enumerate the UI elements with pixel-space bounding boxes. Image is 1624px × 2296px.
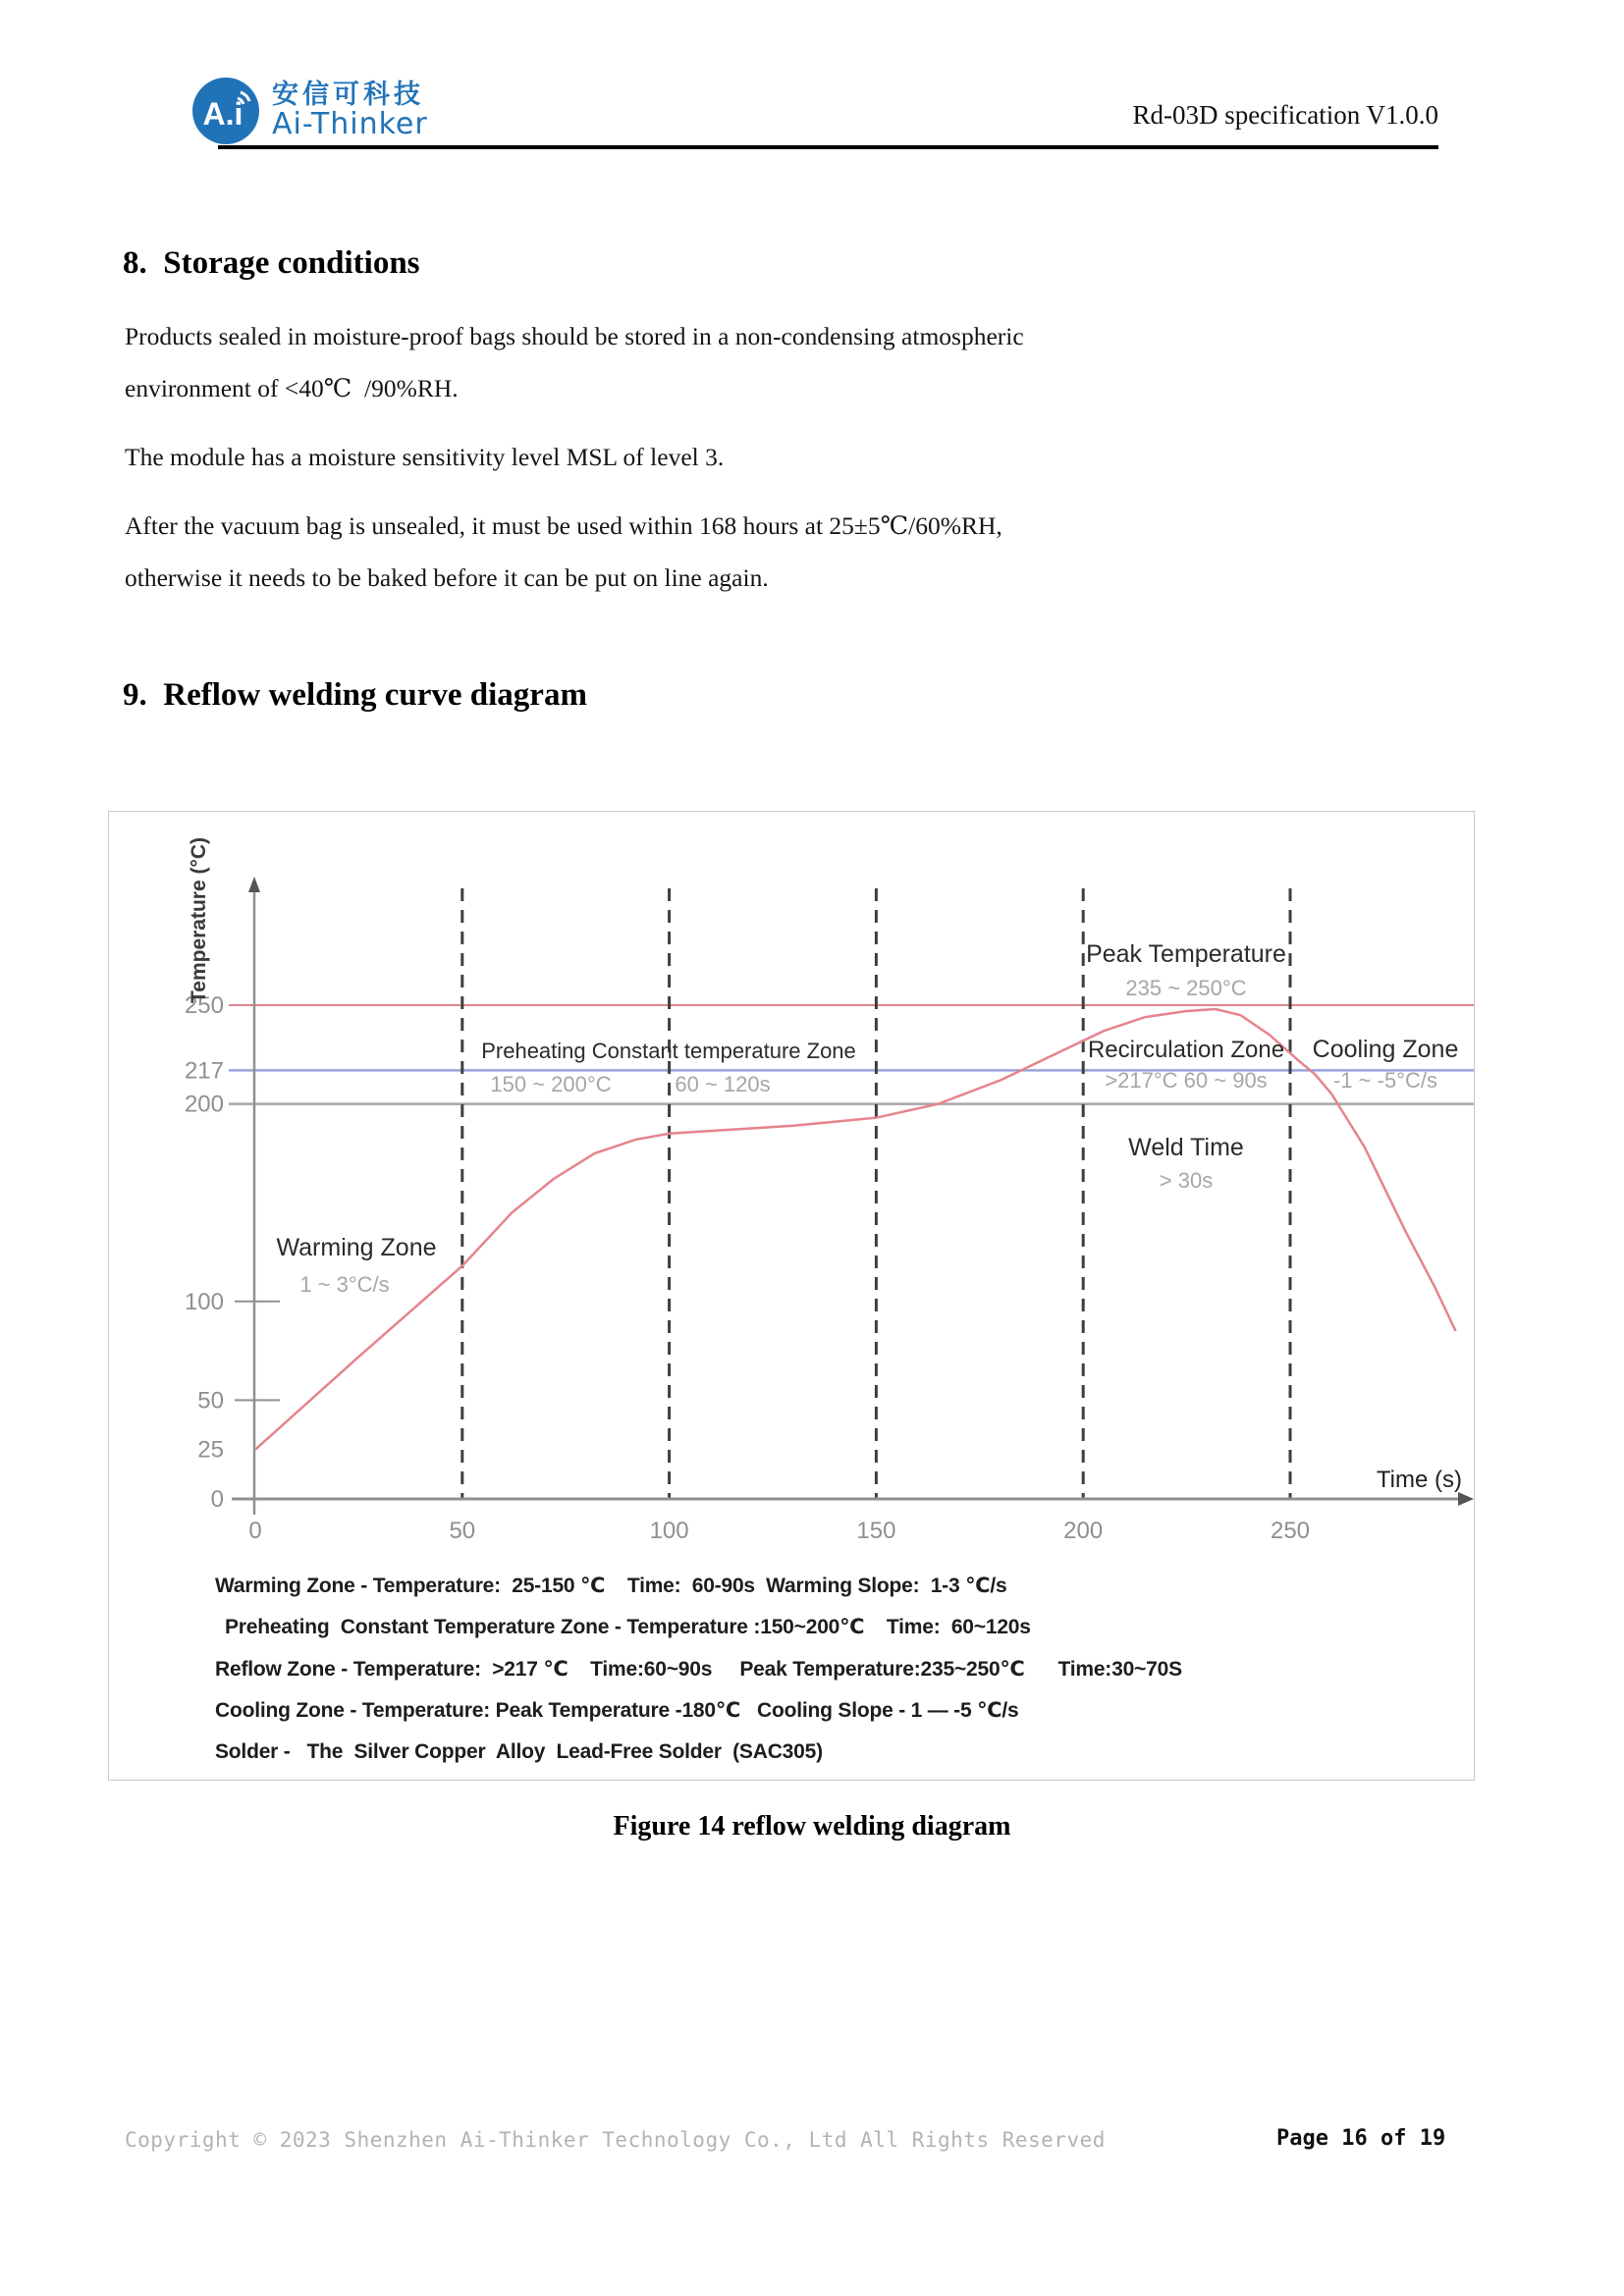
section-9-heading: 9. Reflow welding curve diagram	[123, 677, 587, 713]
ai-thinker-logo-icon	[191, 77, 260, 145]
y-axis-arrow-icon	[248, 877, 260, 892]
x-axis-title: Time (s)	[1376, 1467, 1462, 1493]
reflow-curve-figure	[108, 811, 1475, 1781]
x-axis-arrow-icon	[1458, 1492, 1474, 1506]
y-tick-label: 0	[210, 1486, 224, 1513]
peak-temperature-range: 235 ~ 250°C	[1125, 976, 1247, 1000]
section-8-heading: 8. Storage conditions	[123, 245, 420, 281]
legend-reflow-zone: Reflow Zone - Temperature: >217 ℃ Time:60~90s Peak Temperature:235~250℃ Time:30~70S	[215, 1658, 1182, 1681]
x-tick-label: 200	[1063, 1518, 1104, 1544]
recirculation-zone-label: Recirculation Zone	[1087, 1037, 1285, 1063]
y-tick-label: 25	[197, 1436, 224, 1464]
logo-company-cn: 安信可科技	[272, 80, 424, 111]
preheating-zone-time: 60 ~ 120s	[675, 1072, 771, 1096]
header-rule	[218, 145, 1438, 149]
x-tick-label: 250	[1270, 1518, 1311, 1544]
storage-paragraph-1-line-1: Products sealed in moisture-proof bags should be stored in a non-condensing atmospheric	[125, 322, 1024, 350]
x-tick-label: 0	[248, 1518, 262, 1544]
preheating-zone-temp: 150 ~ 200°C	[490, 1072, 612, 1096]
doc-title-version: Rd-03D specification V1.0.0	[1132, 100, 1438, 130]
legend-cooling-zone: Cooling Zone - Temperature: Peak Temperature -180℃ Cooling Slope - 1 — -5 ℃/s	[215, 1699, 1019, 1722]
brand-logo	[191, 77, 428, 145]
cooling-zone-rate: -1 ~ -5°C/s	[1333, 1068, 1437, 1093]
preheating-zone-label: Preheating Constant temperature Zone	[481, 1039, 856, 1063]
svg-text:A.i: A.i	[202, 96, 244, 132]
reflow-curve	[255, 1009, 1456, 1450]
y-tick-label: 200	[184, 1091, 224, 1118]
footer-copyright: Copyright © 2023 Shenzhen Ai-Thinker Technology Co., Ltd All Rights Reserved	[125, 2128, 1106, 2152]
weld-time-label: Weld Time	[1128, 1134, 1244, 1161]
logo-company-en: Ai-Thinker	[272, 107, 428, 142]
y-axis-title: Temperature (°C)	[188, 836, 210, 1003]
y-tick-label: 50	[197, 1387, 224, 1415]
peak-temperature-label: Peak Temperature	[1086, 940, 1286, 968]
warming-zone-rate: 1 ~ 3°C/s	[299, 1272, 390, 1297]
weld-time-value: > 30s	[1159, 1168, 1214, 1193]
x-tick-label: 50	[449, 1518, 476, 1544]
footer-page-number: Page 16 of 19	[1276, 2126, 1446, 2151]
y-tick-label: 100	[184, 1288, 224, 1315]
storage-paragraph-3-line-2: otherwise it needs to be baked before it can be put on line again.	[125, 563, 769, 592]
warming-zone-label: Warming Zone	[276, 1234, 437, 1261]
x-tick-label: 100	[649, 1518, 689, 1544]
storage-paragraph-3-line-1: After the vacuum bag is unsealed, it must be used within 168 hours at 25±5℃/60%RH,	[125, 511, 1002, 540]
figure-caption: Figure 14 reflow welding diagram	[613, 1811, 1011, 1842]
x-tick-label: 150	[856, 1518, 896, 1544]
storage-paragraph-1-line-2: environment of <40℃ /90%RH.	[125, 374, 459, 402]
legend-preheating-zone: Preheating Constant Temperature Zone - Temperature :150~200℃ Time: 60~120s	[225, 1616, 1031, 1638]
legend-warming-zone: Warming Zone - Temperature: 25-150 ℃ Time: 60-90s Warming Slope: 1-3 ℃/s	[215, 1575, 1007, 1597]
cooling-zone-label: Cooling Zone	[1312, 1036, 1459, 1063]
y-tick-label: 217	[184, 1057, 224, 1085]
storage-paragraph-2: The module has a moisture sensitivity level MSL of level 3.	[125, 443, 725, 471]
recirculation-zone-range: >217°C 60 ~ 90s	[1105, 1068, 1268, 1093]
legend-solder: Solder - The Silver Copper Alloy Lead-Free Solder (SAC305)	[215, 1740, 823, 1763]
y-tick-label: 250	[184, 992, 224, 1019]
